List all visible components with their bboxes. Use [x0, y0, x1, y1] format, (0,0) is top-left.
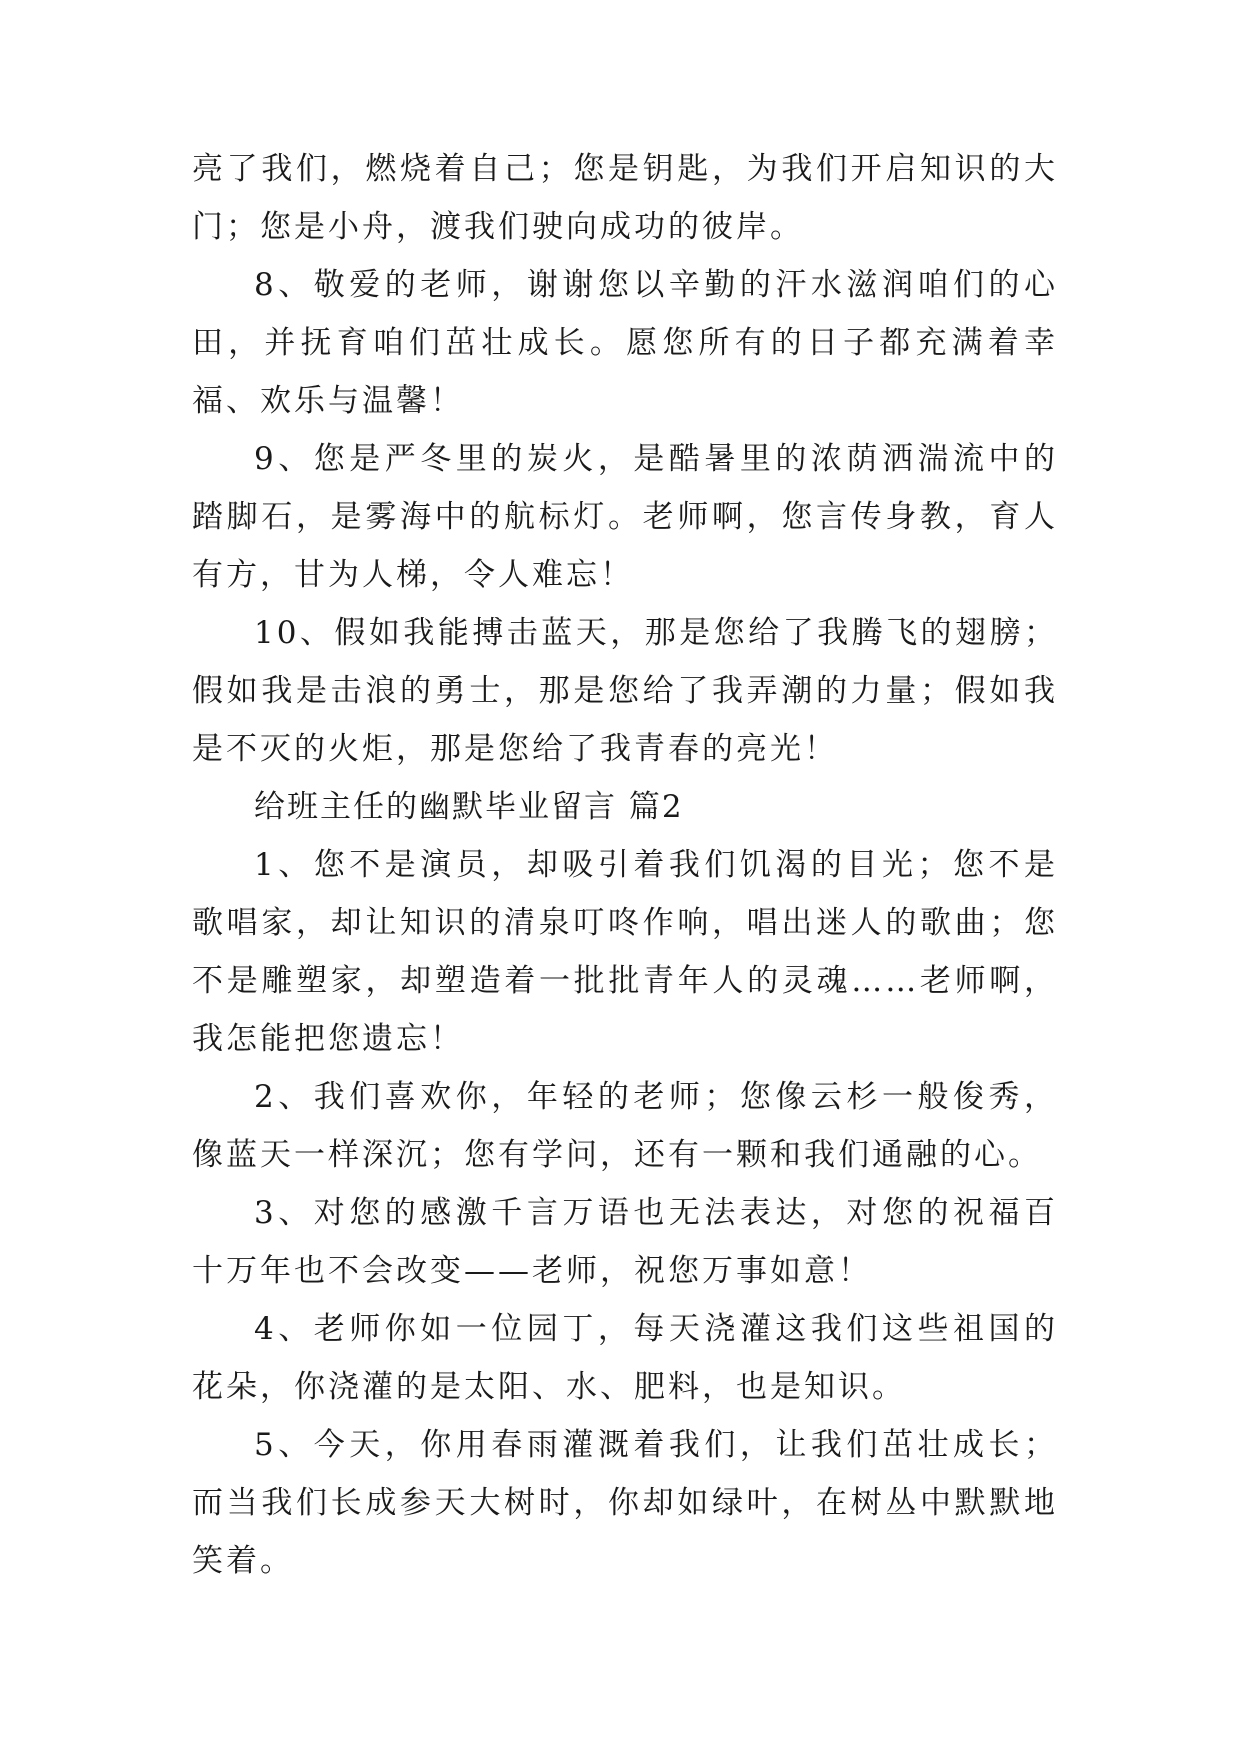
- paragraph-item-10: 10、假如我能搏击蓝天，那是您给了我腾飞的翅膀；假如我是击浪的勇士，那是您给了我弄潮的力量；假如我是不灭的火炬，那是您给了我青春的亮光！: [192, 615, 1058, 767]
- paragraph-item-3: 3、对您的感激千言万语也无法表达，对您的祝福百十万年也不会改变——老师，祝您万事如意！: [192, 1195, 1058, 1289]
- section-heading: 给班主任的幽默毕业留言 篇2: [254, 789, 684, 825]
- document-body: [192, 140, 1058, 1590]
- paragraph-item-4: 4、老师你如一位园丁，每天浇灌这我们这些祖国的花朵，你浇灌的是太阳、水、肥料，也是知识。: [192, 1311, 1058, 1405]
- paragraph-item-5: 5、今天，你用春雨灌溉着我们，让我们茁壮成长；而当我们长成参天大树时，你却如绿叶，在树丛中默默地笑着。: [192, 1427, 1058, 1579]
- paragraph-item-1: 1、您不是演员，却吸引着我们饥渴的目光；您不是歌唱家，却让知识的清泉叮咚作响，唱出迷人的歌曲；您不是雕塑家，却塑造着一批批青年人的灵魂……老师啊，我怎能把您遗忘！: [192, 847, 1058, 1057]
- paragraph-continuation: 亮了我们，燃烧着自己；您是钥匙，为我们开启知识的大门；您是小舟，渡我们驶向成功的彼岸。: [192, 151, 1058, 245]
- paragraph-item-8: 8、敬爱的老师，谢谢您以辛勤的汗水滋润咱们的心田，并抚育咱们茁壮成长。愿您所有的日子都充满着幸福、欢乐与温馨！: [192, 267, 1058, 419]
- paragraph-item-2: 2、我们喜欢你，年轻的老师；您像云杉一般俊秀，像蓝天一样深沉；您有学问，还有一颗和我们通融的心。: [192, 1079, 1058, 1173]
- paragraph-item-9: 9、您是严冬里的炭火，是酷暑里的浓荫洒湍流中的踏脚石，是雾海中的航标灯。老师啊，您言传身教，育人有方，甘为人梯，令人难忘！: [192, 441, 1058, 593]
